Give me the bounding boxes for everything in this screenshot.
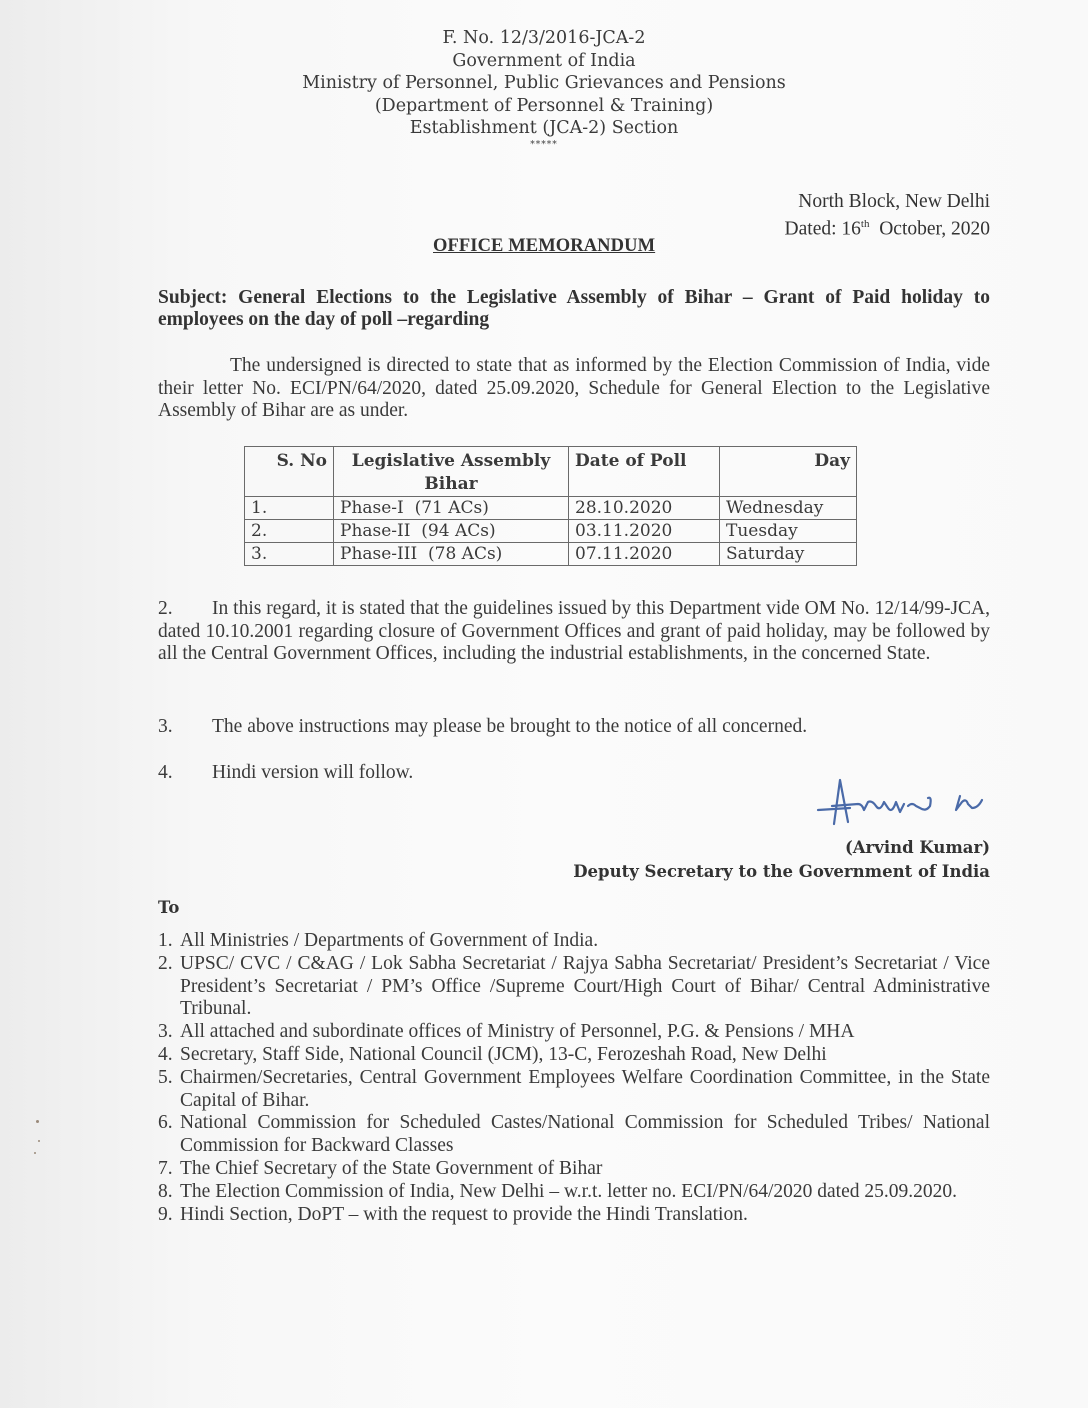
item-number: 6. (158, 1112, 173, 1134)
election-schedule-table (244, 446, 857, 566)
cell-phase: Phase-III (78 ACs) (334, 543, 569, 566)
col-header-sno: S. No (245, 447, 334, 497)
cell-phase: Phase-II (94 ACs) (334, 520, 569, 543)
cell-phase: Phase-I (71 ACs) (334, 497, 569, 520)
item-text: The Election Commission of India, New Delhi – w.r.t. letter no. ECI/PN/64/2020 dated 25.09.2020. (180, 1180, 958, 1202)
col-header-assembly: Legislative Assembly Bihar (334, 447, 569, 497)
date-suffix: October, 2020 (869, 218, 990, 240)
item-text: Secretary, Staff Side, National Council (JCM), 13-C, Ferozeshah Road, New Delhi (180, 1043, 827, 1065)
cell-sno: 1. (245, 497, 334, 520)
list-item (158, 1158, 990, 1181)
table-row (245, 543, 857, 566)
cell-day: Wednesday (720, 497, 857, 520)
col-header-day: Day (720, 447, 857, 497)
cell-date: 07.11.2020 (569, 543, 720, 566)
list-item (158, 1181, 990, 1204)
to-label: To (158, 898, 180, 917)
department-name: (Department of Personnel & Training) (374, 95, 714, 116)
item-number: 9. (158, 1203, 173, 1225)
letterhead (0, 27, 1088, 150)
list-item (158, 953, 990, 1021)
document-title: OFFICE MEMORANDUM (433, 236, 656, 256)
item-number: 8. (158, 1180, 173, 1202)
list-item (158, 1067, 990, 1113)
file-number: F. No. 12/3/2016-JCA-2 (442, 28, 646, 48)
cell-date: 03.11.2020 (569, 520, 720, 543)
cell-day: Saturday (720, 543, 857, 566)
col-header-date: Date of Poll (569, 447, 720, 497)
list-item (158, 1021, 990, 1044)
item-text: National Commission for Scheduled Castes/National Commission for Scheduled Tribes/ National Commission for Backward Classes (180, 1112, 990, 1157)
section-name: Establishment (JCA-2) Section (409, 118, 679, 138)
paragraph-2-number: 2. (158, 598, 173, 619)
list-item (158, 1112, 990, 1158)
item-number: 7. (158, 1157, 173, 1179)
paragraph-1: The undersigned is directed to state that as informed by the Election Commission of India, vide their letter No. ECI/PN/64/2020, dated 25.09.2020, Schedule for General Election to the Legislative Assembly of Bihar are as under. (158, 355, 990, 421)
item-text: All attached and subordinate offices of Ministry of Personnel, P.G. & Pensions / MHA (180, 1021, 855, 1043)
item-text: Chairmen/Secretaries, Central Government Employees Welfare Coordination Committee, in the State Capital of Bihar. (180, 1066, 990, 1111)
cell-sno: 2. (245, 520, 334, 543)
date-line (785, 213, 990, 241)
signatory-name: (Arvind Kumar) (844, 838, 990, 857)
item-text: All Ministries / Departments of Government of India. (180, 930, 599, 951)
item-number: 5. (158, 1066, 173, 1088)
date-prefix: Dated: 16 (784, 218, 861, 240)
handwritten-signature-icon (810, 772, 1040, 828)
item-number: 3. (158, 1021, 173, 1043)
subject-line: Subject: General Elections to the Legislative Assembly of Bihar – Grant of Paid holiday to employees on the day of poll –regarding (158, 287, 990, 330)
location: North Block, New Delhi (798, 191, 990, 212)
place-and-date (785, 190, 990, 241)
list-item (158, 1204, 990, 1227)
separator-stars: ***** (530, 139, 558, 150)
signatory-block (573, 836, 990, 884)
paragraph-3-text: The above instructions may please be brought to the notice of all concerned. (212, 716, 808, 737)
item-text: The Chief Secretary of the State Government of Bihar (180, 1157, 603, 1179)
list-item (158, 1044, 990, 1067)
cell-date: 28.10.2020 (569, 497, 720, 520)
item-text: Hindi Section, DoPT – with the request to provide the Hindi Translation. (180, 1203, 748, 1225)
paragraph-3 (158, 716, 990, 739)
government-name: Government of India (452, 50, 636, 71)
table-row (245, 520, 857, 543)
cell-sno: 3. (245, 543, 334, 566)
list-item (158, 930, 990, 953)
paragraph-4-text: Hindi version will follow. (212, 762, 414, 783)
item-text: UPSC/ CVC / C&AG / Lok Sabha Secretariat / Rajya Sabha Secretariat/ President’s Secretariat / Vice President’s Secretariat / PM’s Office /Supreme Court/High Court of Bihar/ Central Administrative Tribunal. (180, 952, 990, 1020)
item-number: 2. (158, 952, 173, 974)
ministry-name: Ministry of Personnel, Public Grievances and Pensions (302, 73, 786, 93)
paragraph-4-number: 4. (158, 762, 173, 783)
item-number: 4. (158, 1043, 173, 1065)
cell-day: Tuesday (720, 520, 857, 543)
recipients-list (158, 930, 990, 1226)
table-row (245, 497, 857, 520)
item-number: 1. (158, 930, 173, 951)
paragraph-3-number: 3. (158, 716, 173, 737)
table-header-row (245, 447, 857, 497)
signatory-designation: Deputy Secretary to the Government of India (573, 862, 990, 881)
date-ordinal: th (860, 218, 870, 230)
paragraph-2-text: In this regard, it is stated that the guidelines issued by this Department vide OM No. 12/14/99-JCA, dated 10.10.2001 regarding closure of Government Offices and grant of paid holiday, may be followed by all the Central Government Offices, including the industrial establishments, in the concerned State. (158, 598, 990, 664)
paragraph-2 (158, 598, 990, 666)
